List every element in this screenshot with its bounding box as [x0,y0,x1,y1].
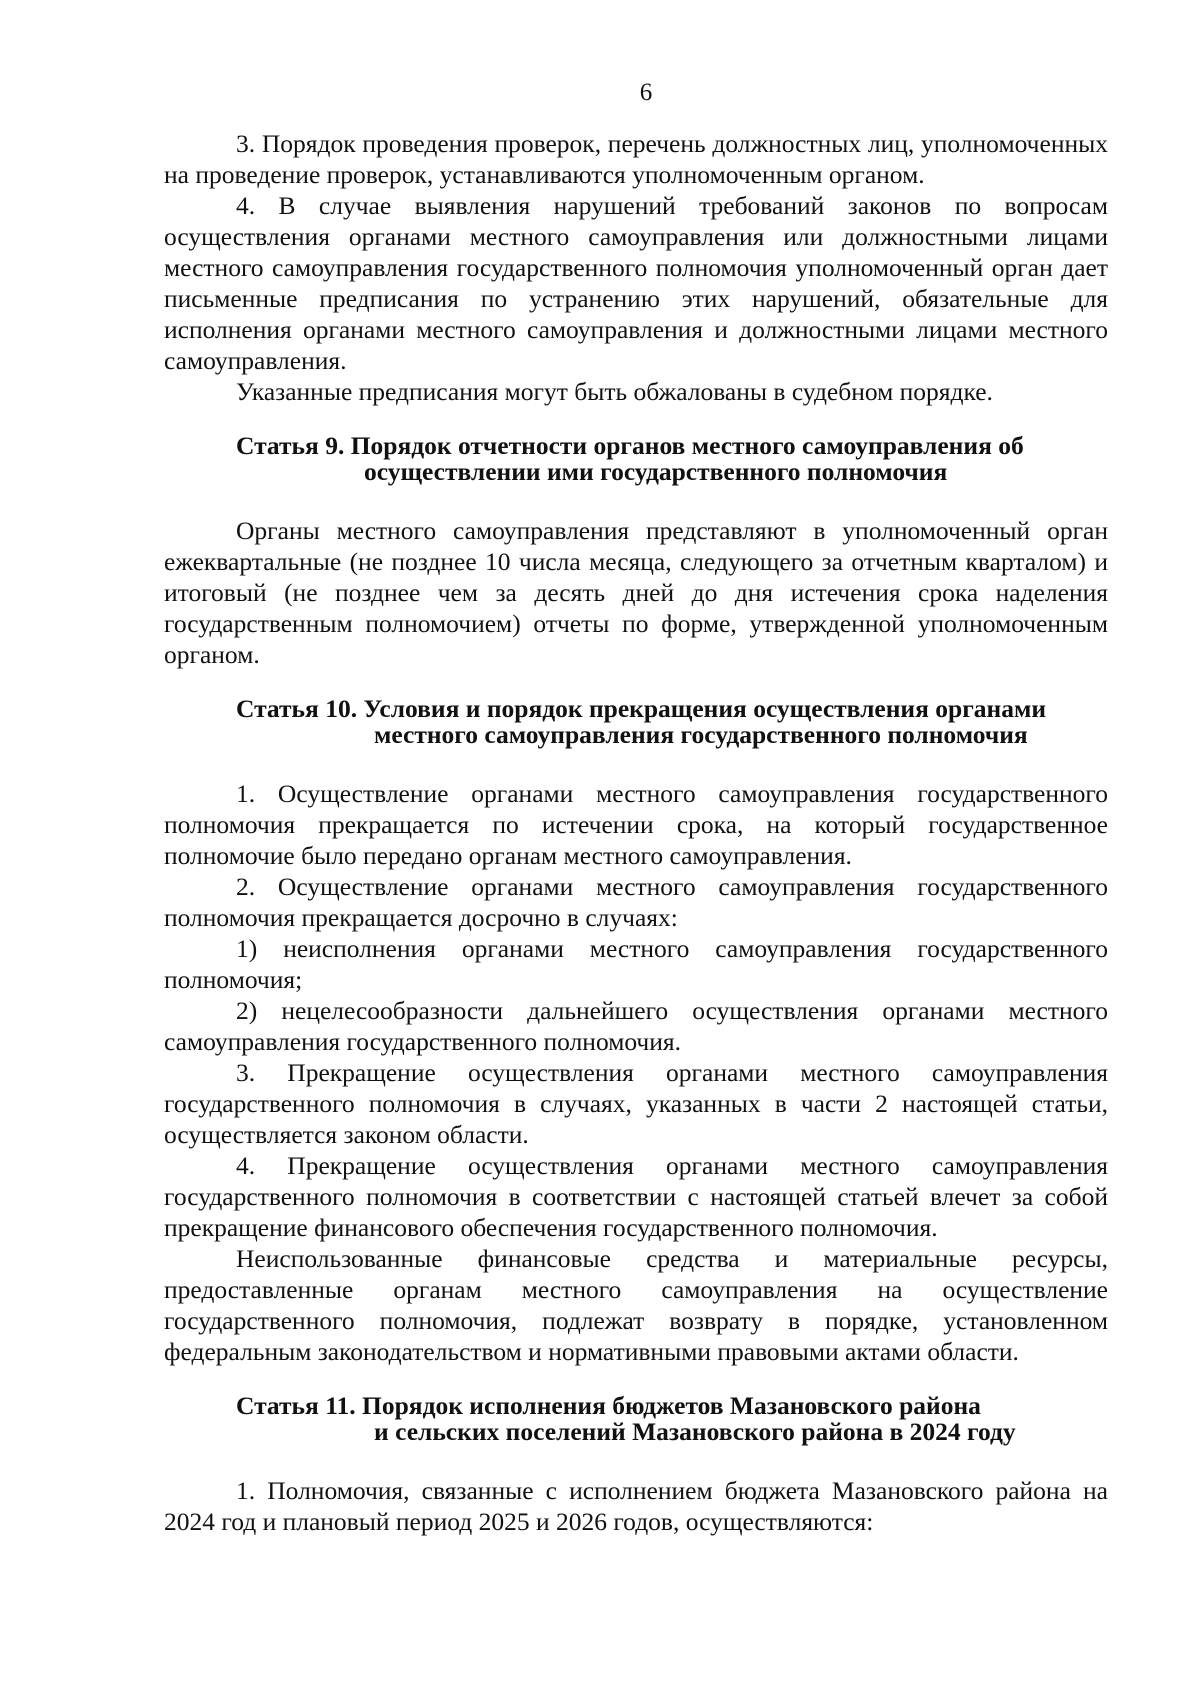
intro-section [164,128,1108,407]
paragraph: Неиспользованные финансовые средства и материальные ресурсы, предоставленные органам местного самоуправления на осуществление государственного полномочия, подлежат возврату в порядке, установленном федеральным законодательством и нормативными правовыми актами области. [164,1244,1108,1366]
article-title-line: Статья 9. Порядок отчетности органов местного самоуправления об [236,431,1024,460]
article-title-line: осуществлении ими государственного полномочия [364,457,948,486]
article-title-line: Статья 10. Условия и порядок прекращения осуществления органами [236,694,1047,723]
article-title-line: и сельских поселений Мазановского района в 2024 году [374,1417,1016,1446]
page-number: 6 [639,79,653,106]
article-title-line: местного самоуправления государственного полномочия [374,720,1028,749]
article-title [236,433,1108,485]
article-title [236,696,1108,748]
article-11 [164,1393,1108,1537]
paragraph: 1. Осуществление органами местного самоуправления государственного полномочия прекращается по истечении срока, на который государственное полномочие было передано органам местного самоуправления. [164,779,1108,870]
paragraph: 1. Полномочия, связанные с исполнением бюджета Мазановского района на 2024 год и плановый период 2025 и 2026 годов, осуществляются: [164,1476,1108,1536]
article-title-line: Статья 11. Порядок исполнения бюджетов Мазановского района [236,1391,981,1420]
paragraph: 1) неисполнения органами местного самоуправления государственного полномочия; [164,934,1108,994]
paragraph: 4. Прекращение осуществления органами местного самоуправления государственного полномочия в соответствии с настоящей статьей влечет за собой прекращение финансового обеспечения государственного полномочия. [164,1151,1108,1242]
paragraph: 3. Прекращение осуществления органами местного самоуправления государственного полномочия в случаях, указанных в части 2 настоящей статьи, осуществляется законом области. [164,1058,1108,1149]
article-10 [164,696,1108,1367]
paragraph: Органы местного самоуправления представляют в уполномоченный орган ежеквартальные (не позднее 10 числа месяца, следующего за отчетным кварталом) и итоговый (не позднее чем за десять дней до дня истечения срока наделения государственным полномочием) отчеты по форме, утвержденной уполномоченным органом. [164,516,1108,669]
paragraph: Указанные предписания могут быть обжалованы в судебном порядке. [236,377,993,406]
paragraph: 4. В случае выявления нарушений требований законов по вопросам осуществления органами местного самоуправления или должностными лицами местного самоуправления государственного полномочия уполномоченный орган дает письменные предписания по устранению этих нарушений, обязательные для исполнения органами местного самоуправления и должностными лицами местного самоуправления. [164,191,1108,375]
article-title [236,1393,1108,1445]
paragraph: 2) нецелесообразности дальнейшего осуществления органами местного самоуправления государственного полномочия. [164,996,1108,1056]
paragraph: 2. Осуществление органами местного самоуправления государственного полномочия прекращается досрочно в случаях: [164,872,1108,932]
article-9 [164,433,1108,670]
paragraph: 3. Порядок проведения проверок, перечень должностных лиц, уполномоченных на проведение проверок, устанавливаются уполномоченным органом. [164,129,1108,189]
